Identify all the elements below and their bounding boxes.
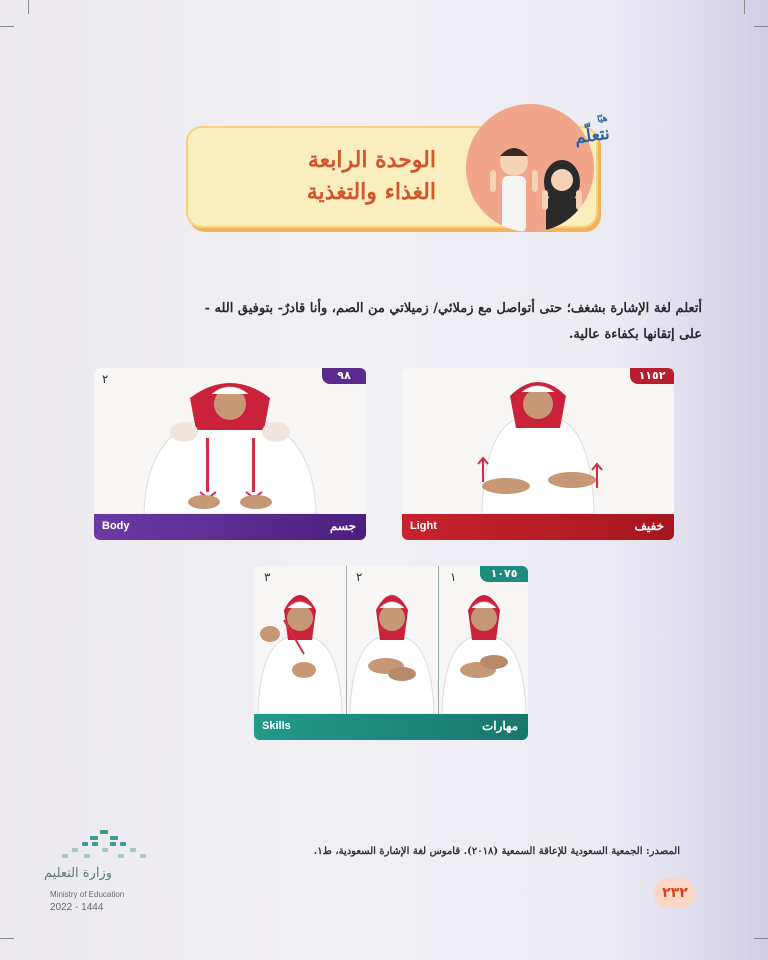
sign-number-tag: ١٠٧٥: [480, 566, 528, 582]
page-number: ٢٣٢: [654, 878, 696, 908]
sign-photo: [94, 368, 366, 514]
edition-year: 2022 - 1444: [50, 902, 104, 913]
logo-small-text: هيّا: [596, 113, 609, 126]
ministry-name-ar: وزارة التعليم: [44, 866, 113, 881]
arabic-label: مهارات: [481, 719, 518, 733]
step-number-1: ١: [450, 570, 457, 584]
english-label: Body: [102, 520, 130, 532]
unit-title: [307, 144, 436, 208]
sign-card-body: [94, 368, 366, 540]
intro-paragraph: [100, 296, 702, 348]
crop-mark: [28, 0, 29, 14]
ministry-name-en: Ministry of Education: [50, 890, 125, 899]
sign-photo: [402, 368, 674, 514]
label-bar: [402, 514, 674, 540]
label-bar: [94, 514, 366, 540]
lets-learn-logo: [572, 114, 611, 149]
intro-line-2: على إتقانها بكفاءة عالية.: [568, 327, 702, 342]
step-panel-3: [254, 566, 347, 714]
sign-number-tag: ١١٥٢: [630, 368, 674, 384]
english-label: Skills: [262, 720, 291, 732]
crop-mark: [0, 938, 14, 939]
step-panel-2: [346, 566, 439, 714]
crop-mark: [0, 26, 14, 27]
step-number-2: ٢: [356, 570, 363, 584]
crop-mark: [754, 938, 768, 939]
step-number: ٢: [102, 372, 109, 386]
unit-number: الوحدة الرابعة: [307, 147, 436, 173]
sign-card-skills: [254, 566, 528, 740]
sign-card-light: [402, 368, 674, 540]
crop-mark: [744, 0, 745, 14]
english-label: Light: [410, 520, 437, 532]
step-panel-1: [438, 566, 528, 714]
unit-name: الغذاء والتغذية: [306, 179, 436, 205]
crop-mark: [754, 26, 768, 27]
label-bar: [254, 714, 528, 740]
intro-line-1: أتعلم لغة الإشارة بشغف؛ حتى أتواصل مع زملائي/ زميلاتي من الصم، وأنا قادرٌ- بتوفيق الله -: [204, 301, 702, 316]
step-number-3: ٣: [264, 570, 271, 584]
sign-photo: [254, 566, 528, 714]
arabic-label: جسم: [329, 519, 356, 533]
arabic-label: خفيف: [634, 519, 664, 533]
source-citation: المصدر: الجمعية السعودية للإعاقة السمعية (٢٠١٨). قاموس لغة الإشارة السعودية، ط١.: [313, 846, 680, 857]
ministry-logo: [48, 828, 158, 866]
sign-number-tag: ٩٨: [322, 368, 366, 384]
logo-main-text: نتعلّم: [573, 123, 611, 149]
